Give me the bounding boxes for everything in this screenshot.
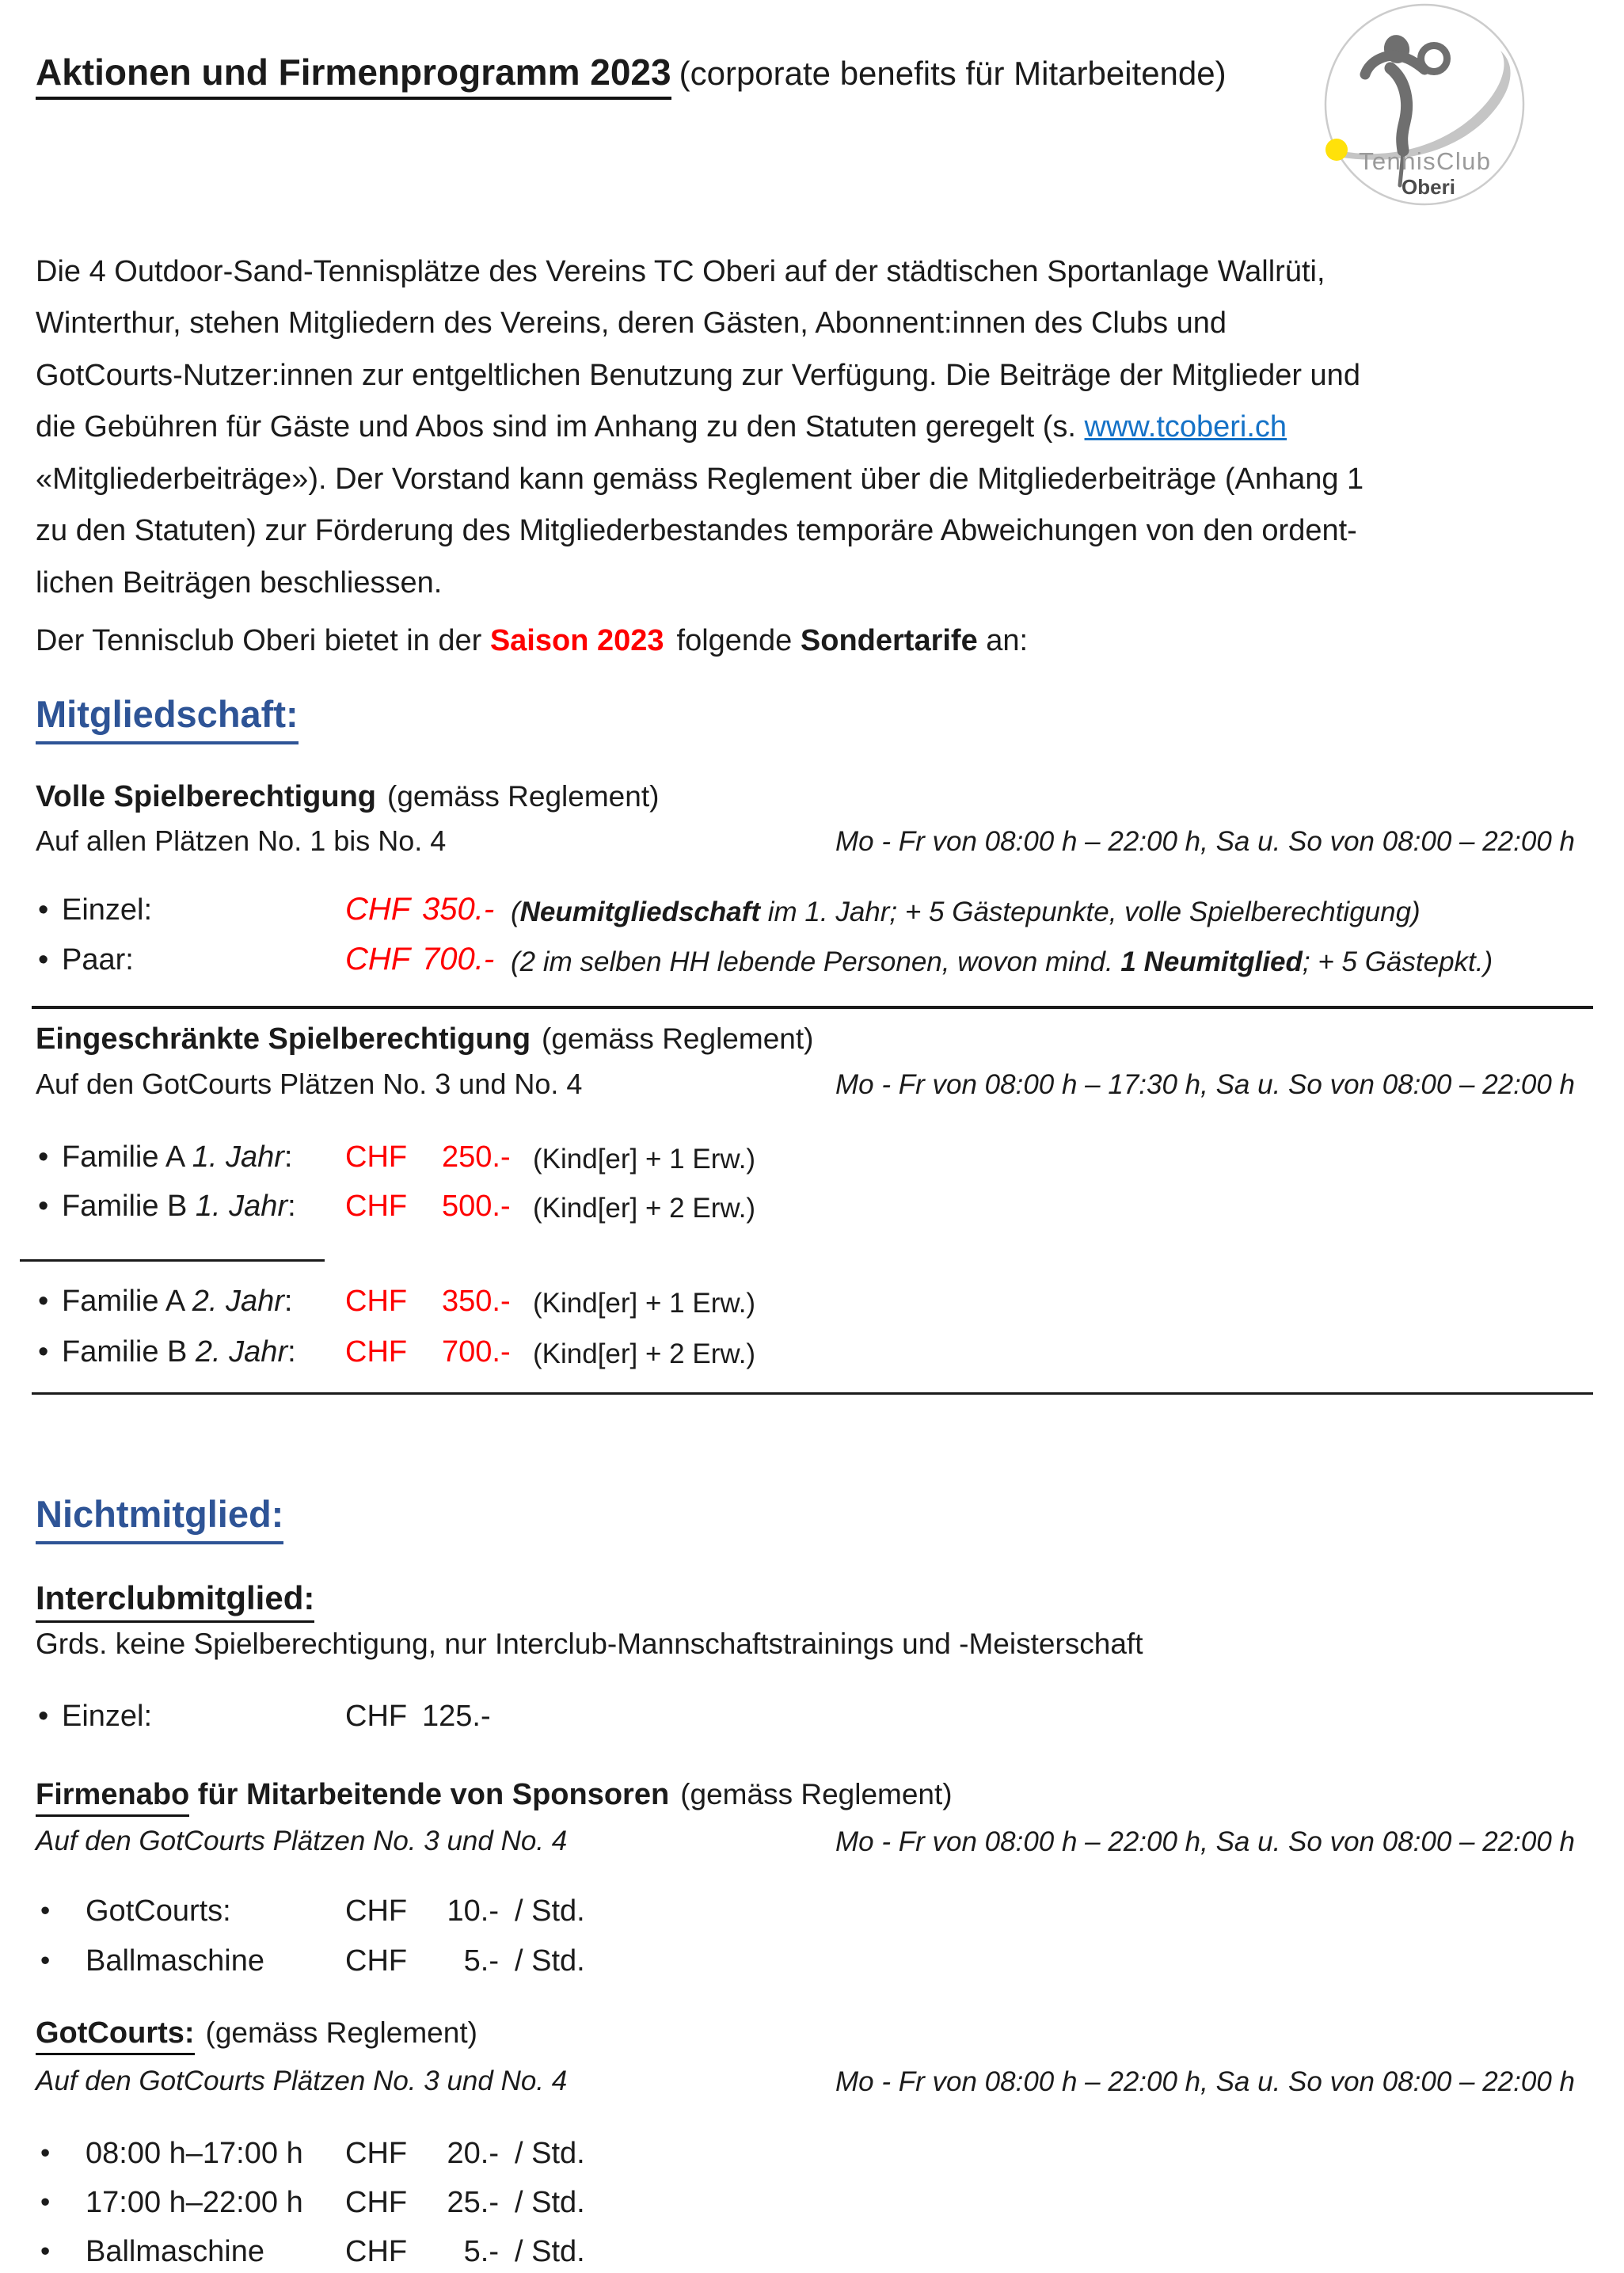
price: 25.- xyxy=(447,2186,499,2219)
subheading-firmenabo xyxy=(36,1778,953,1812)
row-label: Paar: xyxy=(62,943,134,977)
price: 20.- xyxy=(447,2137,499,2170)
label-post: : xyxy=(283,1285,293,1318)
bullet-icon: • xyxy=(40,2138,51,2168)
subheading-interclubmitglied xyxy=(36,1579,314,1617)
volle-courts: Auf allen Plätzen No. 1 bis No. 4 xyxy=(36,824,447,857)
short-divider-line xyxy=(20,1259,325,1262)
label-pre: Familie A xyxy=(62,1140,192,1174)
tennisclub-oberi-logo xyxy=(1321,2,1528,209)
intro-line-5: «Mitgliederbeiträge»). Der Vorstand kann gemäss Reglement über die Mitgliederbeiträge (Anhang 1 xyxy=(36,463,1364,496)
price-unit: / Std. xyxy=(515,2235,585,2268)
currency: CHF xyxy=(345,1285,408,1318)
label-post: : xyxy=(283,1140,293,1174)
row-note: (Kind[er] + 2 Erw.) xyxy=(533,1338,756,1369)
price: 250.- xyxy=(442,1140,511,1174)
offer-line xyxy=(36,624,1028,658)
volle-note: (gemäss Reglement) xyxy=(387,780,660,813)
price: 10.- xyxy=(447,1894,499,1928)
price-unit: / Std. xyxy=(515,1944,585,1978)
bullet-icon: • xyxy=(38,1700,49,1733)
intro-line-2: Winterthur, stehen Mitgliedern des Vereins, deren Gästen, Abonnent:innen des Clubs und xyxy=(36,306,1227,340)
gotcourts-title-underlined: GotCourts: xyxy=(36,2016,195,2055)
bullet-icon: • xyxy=(40,1945,51,1976)
eingeschraenkte-hours: Mo - Fr von 08:00 h – 17:30 h, Sa u. So von 08:00 – 22:00 h xyxy=(835,1069,1575,1100)
note-bold: Neumitgliedschaft xyxy=(519,897,761,927)
row-label xyxy=(62,1140,292,1175)
row-note xyxy=(511,897,1421,928)
intro-line-3: GotCourts-Nutzer:innen zur entgeltlichen Benutzung zur Verfügung. Die Beiträge der Mitglieder und xyxy=(36,359,1360,392)
tennis-ball-icon xyxy=(1325,139,1348,161)
divider-line xyxy=(32,1006,1593,1009)
price: 700.- xyxy=(442,1335,511,1369)
bullet-icon: • xyxy=(38,1190,49,1223)
offer-post: an: xyxy=(977,624,1029,657)
price: 5.- xyxy=(463,1944,499,1978)
price: 500.- xyxy=(442,1190,511,1223)
row-note xyxy=(511,946,1493,978)
price: 350.- xyxy=(422,892,495,927)
bullet-icon: • xyxy=(38,1335,49,1369)
row-label: 08:00 h–17:00 h xyxy=(86,2137,303,2170)
firmenabo-note: (gemäss Reglement) xyxy=(680,1778,953,1810)
row-label: Ballmaschine xyxy=(86,1944,264,1978)
offer-highlight: Sondertarife xyxy=(800,624,978,657)
gotcourts-note: (gemäss Reglement) xyxy=(205,2016,477,2049)
currency: CHF xyxy=(345,2186,408,2219)
price-unit: / Std. xyxy=(515,2137,585,2170)
price-unit: / Std. xyxy=(515,1894,585,1928)
subheading-eingeschraenkte-spielberechtigung xyxy=(36,1022,813,1057)
tcoberi-link[interactable]: www.tcoberi.ch xyxy=(1084,410,1287,444)
row-note: (Kind[er] + 1 Erw.) xyxy=(533,1144,756,1175)
currency: CHF xyxy=(345,1140,408,1174)
heading-nichtmitglied: Nichtmitglied: xyxy=(36,1492,283,1544)
interclub-title: Interclubmitglied: xyxy=(36,1579,314,1623)
bullet-icon: • xyxy=(40,2187,51,2218)
row-label xyxy=(62,1285,292,1319)
subheading-gotcourts xyxy=(36,2016,477,2050)
currency: CHF xyxy=(345,2137,408,2170)
offer-pre: Der Tennisclub Oberi bietet in der xyxy=(36,624,490,657)
label-italic: 1. Jahr xyxy=(195,1190,288,1223)
currency: CHF xyxy=(345,1894,408,1928)
logo-club-sub: Oberi xyxy=(1402,175,1455,199)
note-post: ; + 5 Gästepkt.) xyxy=(1302,946,1493,977)
intro-line-4-text: die Gebühren für Gäste und Abos sind im Anhang zu den Statuten geregelt (s. xyxy=(36,410,1085,444)
currency: CHF xyxy=(345,2235,408,2268)
price: 5.- xyxy=(463,2235,499,2268)
gotcourts-hours: Mo - Fr von 08:00 h – 22:00 h, Sa u. So von 08:00 – 22:00 h xyxy=(835,2066,1575,2097)
row-label: 17:00 h–22:00 h xyxy=(86,2186,303,2219)
firmenabo-hours: Mo - Fr von 08:00 h – 22:00 h, Sa u. So von 08:00 – 22:00 h xyxy=(835,1826,1575,1857)
currency: CHF xyxy=(345,892,411,927)
price-unit: / Std. xyxy=(515,2186,585,2219)
row-label xyxy=(62,1335,296,1369)
label-pre: Familie B xyxy=(62,1190,196,1223)
heading-mitgliedschaft: Mitgliedschaft: xyxy=(36,692,299,744)
label-pre: Familie B xyxy=(62,1335,196,1369)
price: 125.- xyxy=(422,1700,491,1733)
note-pre: ( xyxy=(511,897,520,927)
note-bold: 1 Neumitglied xyxy=(1120,946,1303,977)
intro-line-4 xyxy=(36,410,1287,444)
intro-line-1: Die 4 Outdoor-Sand-Tennisplätze des Vereins TC Oberi auf der städtischen Sportanlage Wallrüti, xyxy=(36,255,1325,288)
eingeschraenkte-courts: Auf den GotCourts Plätzen No. 3 und No. 4 xyxy=(36,1068,583,1100)
bullet-icon: • xyxy=(38,943,49,977)
firmenabo-title-underlined: Firmenabo xyxy=(36,1778,189,1817)
bullet-icon: • xyxy=(40,1895,51,1926)
volle-title: Volle Spielberechtigung xyxy=(36,780,377,813)
eingeschraenkte-title: Eingeschränkte Spielberechtigung xyxy=(36,1022,531,1056)
intro-line-7: lichen Beiträgen beschliessen. xyxy=(36,566,443,600)
gotcourts-courts: Auf den GotCourts Plätzen No. 3 und No. 4 xyxy=(36,2065,568,2096)
offer-season: Saison 2023 xyxy=(489,624,664,657)
currency: CHF xyxy=(345,1700,408,1733)
currency: CHF xyxy=(345,1944,408,1978)
label-pre: Familie A xyxy=(62,1285,192,1318)
row-note: (Kind[er] + 2 Erw.) xyxy=(533,1193,756,1224)
volle-hours: Mo - Fr von 08:00 h – 22:00 h, Sa u. So von 08:00 – 22:00 h xyxy=(835,826,1575,857)
page-title xyxy=(36,51,1227,93)
eingeschraenkte-note: (gemäss Reglement) xyxy=(542,1022,814,1055)
title-main: Aktionen und Firmenprogramm 2023 xyxy=(36,51,671,100)
row-label: Einzel: xyxy=(62,1700,153,1733)
bullet-icon: • xyxy=(38,1140,49,1174)
label-post: : xyxy=(287,1335,296,1369)
currency: CHF xyxy=(345,1335,408,1369)
price: 700.- xyxy=(422,942,495,977)
row-note: (Kind[er] + 1 Erw.) xyxy=(533,1288,756,1319)
title-suffix: (corporate benefits für Mitarbeitende) xyxy=(679,55,1227,92)
logo-club-name: TennisClub xyxy=(1359,147,1490,175)
note-pre: (2 im selben HH lebende Personen, wovon mind. xyxy=(511,946,1121,977)
bullet-icon: • xyxy=(38,1285,49,1318)
price: 350.- xyxy=(442,1285,511,1318)
bullet-icon: • xyxy=(38,893,49,927)
row-label: GotCourts: xyxy=(86,1894,231,1928)
bullet-icon: • xyxy=(40,2236,51,2267)
firmenabo-courts: Auf den GotCourts Plätzen No. 3 und No. 4 xyxy=(36,1826,568,1856)
intro-line-6: zu den Statuten) zur Förderung des Mitgliederbestandes temporäre Abweichungen von den ordent- xyxy=(36,514,1357,547)
currency: CHF xyxy=(345,1190,408,1223)
divider-line xyxy=(32,1392,1593,1395)
row-label: Einzel: xyxy=(62,893,153,927)
firmenabo-title-rest: für Mitarbeitende von Sponsoren xyxy=(189,1778,670,1811)
offer-mid: folgende xyxy=(676,624,801,657)
label-italic: 1. Jahr xyxy=(192,1140,284,1174)
subheading-volle-spielberechtigung xyxy=(36,780,659,814)
row-label: Ballmaschine xyxy=(86,2235,264,2268)
row-label xyxy=(62,1190,296,1224)
label-italic: 2. Jahr xyxy=(195,1335,288,1369)
currency: CHF xyxy=(345,942,411,977)
label-italic: 2. Jahr xyxy=(192,1285,284,1318)
interclub-description: Grds. keine Spielberechtigung, nur Interclub-Mannschaftstrainings und -Meisterschaft xyxy=(36,1628,1143,1660)
label-post: : xyxy=(287,1190,296,1223)
note-post: im 1. Jahr; + 5 Gästepunkte, volle Spielberechtigung) xyxy=(760,897,1421,927)
